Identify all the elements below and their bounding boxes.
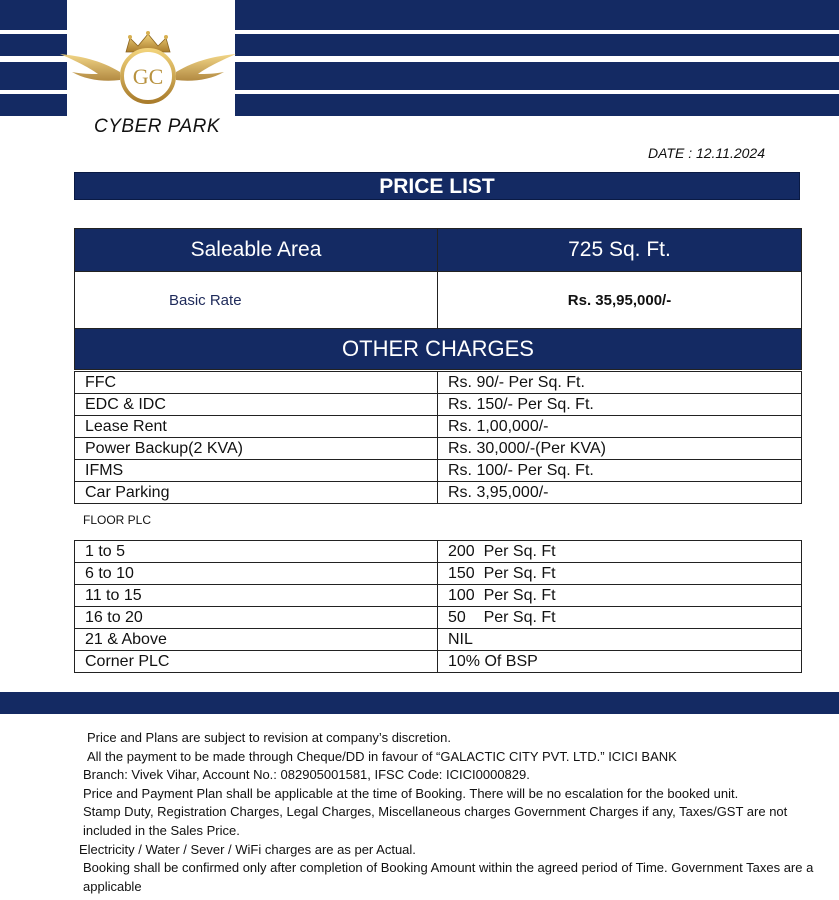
other-charges-table bbox=[74, 371, 802, 504]
charge-value: Rs. 100/- Per Sq. Ft. bbox=[438, 460, 802, 482]
other-charges-heading: OTHER CHARGES bbox=[75, 329, 802, 370]
table-row bbox=[75, 329, 802, 370]
table-row bbox=[75, 416, 802, 438]
price-list-title-bar bbox=[74, 172, 800, 200]
note-line: Booking shall be confirmed only after completion of Booking Amount within the agreed period of Time. Government Taxes are a bbox=[83, 860, 814, 876]
plc-rate: 50 Per Sq. Ft bbox=[438, 607, 802, 629]
pricing-summary-table bbox=[74, 228, 802, 370]
plc-floor-range: 16 to 20 bbox=[75, 607, 438, 629]
area-label: Saleable Area bbox=[75, 229, 438, 272]
table-row bbox=[75, 394, 802, 416]
plc-rate: 200 Per Sq. Ft bbox=[438, 541, 802, 563]
table-row bbox=[75, 651, 802, 673]
table-row bbox=[75, 482, 802, 504]
plc-floor-range: 11 to 15 bbox=[75, 585, 438, 607]
plc-rate: 150 Per Sq. Ft bbox=[438, 563, 802, 585]
basic-rate-label: Basic Rate bbox=[75, 272, 438, 329]
footer-band bbox=[0, 692, 839, 714]
table-row bbox=[75, 563, 802, 585]
charge-value: Rs. 1,00,000/- bbox=[438, 416, 802, 438]
charge-label: FFC bbox=[75, 372, 438, 394]
plc-floor-range: 21 & Above bbox=[75, 629, 438, 651]
note-line: included in the Sales Price. bbox=[83, 822, 240, 838]
basic-rate-value: Rs. 35,95,000/- bbox=[438, 272, 802, 329]
brand-name: CYBER PARK bbox=[94, 116, 221, 137]
charge-value: Rs. 90/- Per Sq. Ft. bbox=[438, 372, 802, 394]
note-line: applicable bbox=[83, 878, 142, 894]
document-date: DATE : 12.11.2024 bbox=[648, 145, 765, 161]
galactic-city-logo bbox=[60, 30, 240, 110]
note-line: All the payment to be made through Cheque/DD in favour of “GALACTIC CITY PVT. LTD.” ICICI BANK bbox=[87, 748, 677, 764]
charge-label: Car Parking bbox=[75, 482, 438, 504]
note-line: Branch: Vivek Vihar, Account No.: 082905001581, IFSC Code: ICICI0000829. bbox=[83, 767, 530, 783]
plc-floor-range: 1 to 5 bbox=[75, 541, 438, 563]
note-line: Electricity / Water / Sever / WiFi charges are as per Actual. bbox=[79, 841, 416, 857]
logo-monogram: GC bbox=[132, 64, 164, 89]
plc-floor-range: Corner PLC bbox=[75, 651, 438, 673]
charge-value: Rs. 30,000/-(Per KVA) bbox=[438, 438, 802, 460]
plc-rate: 10% Of BSP bbox=[438, 651, 802, 673]
plc-rate: 100 Per Sq. Ft bbox=[438, 585, 802, 607]
charge-label: Lease Rent bbox=[75, 416, 438, 438]
table-row bbox=[75, 607, 802, 629]
floor-plc-table bbox=[74, 540, 802, 673]
charge-label: Power Backup(2 KVA) bbox=[75, 438, 438, 460]
table-row bbox=[75, 229, 802, 272]
table-row bbox=[75, 272, 802, 329]
area-value: 725 Sq. Ft. bbox=[438, 229, 802, 272]
note-line: Price and Plans are subject to revision at company’s discretion. bbox=[87, 730, 451, 745]
terms-notes bbox=[78, 729, 838, 896]
table-row bbox=[75, 541, 802, 563]
table-row bbox=[75, 460, 802, 482]
table-row bbox=[75, 629, 802, 651]
floor-plc-label: FLOOR PLC bbox=[83, 513, 152, 527]
table-row bbox=[75, 372, 802, 394]
note-line: Price and Payment Plan shall be applicable at the time of Booking. There will be no escalation for the booked unit. bbox=[83, 785, 739, 801]
plc-floor-range: 6 to 10 bbox=[75, 563, 438, 585]
note-line: Stamp Duty, Registration Charges, Legal Charges, Miscellaneous charges Government Charges if any, Taxes/GST are not bbox=[83, 804, 788, 820]
charge-value: Rs. 3,95,000/- bbox=[438, 482, 802, 504]
table-row bbox=[75, 438, 802, 460]
table-row bbox=[75, 585, 802, 607]
charge-label: IFMS bbox=[75, 460, 438, 482]
plc-rate: NIL bbox=[438, 629, 802, 651]
charge-label: EDC & IDC bbox=[75, 394, 438, 416]
page-title: PRICE LIST bbox=[379, 175, 495, 198]
charge-value: Rs. 150/- Per Sq. Ft. bbox=[438, 394, 802, 416]
